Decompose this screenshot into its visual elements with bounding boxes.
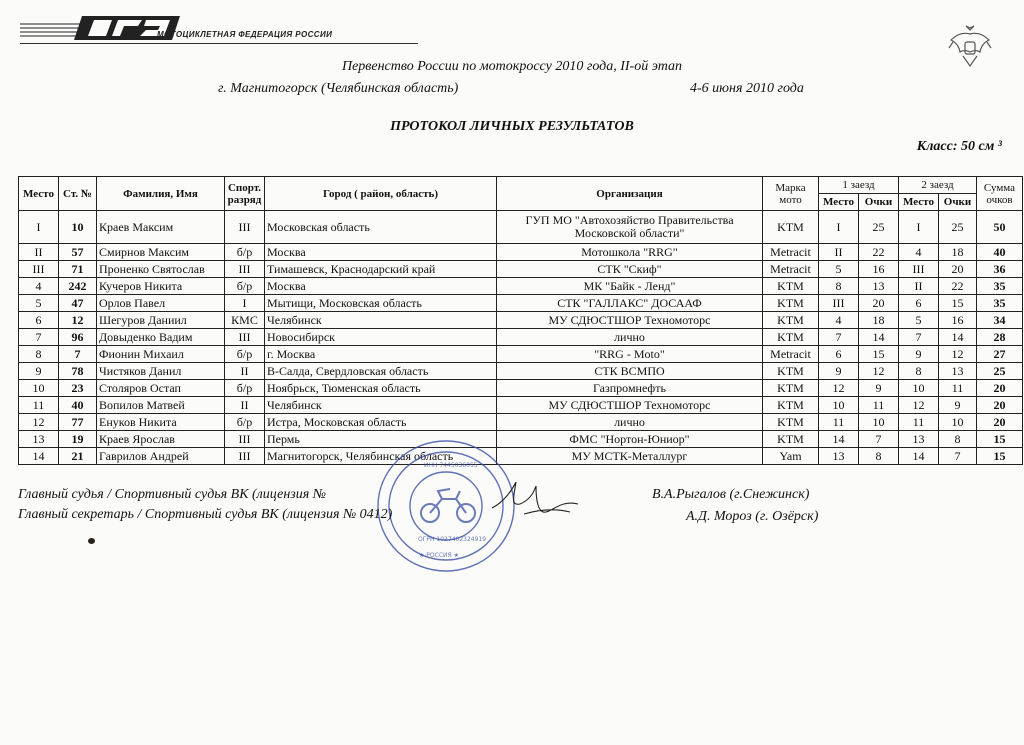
header-start-no: Ст. №	[59, 177, 97, 211]
cell-name: Смирнов Максим	[97, 244, 225, 261]
cell-place: III	[19, 261, 59, 278]
cell-rank: II	[225, 397, 265, 414]
cell-h2-place: 14	[899, 448, 939, 465]
svg-text:★ РОССИЯ ★: ★ РОССИЯ ★	[419, 552, 459, 559]
cell-h1-points: 15	[859, 346, 899, 363]
table-row	[19, 329, 1023, 346]
cell-h2-place: 4	[899, 244, 939, 261]
cell-h2-points: 8	[939, 431, 977, 448]
cell-h1-points: 12	[859, 363, 899, 380]
chief-judge-role: Главный судья / Спортивный судья ВК (лицензия №	[18, 487, 326, 502]
cell-h1-points: 13	[859, 278, 899, 295]
logo-text: МОТОЦИКЛЕТНАЯ ФЕДЕРАЦИЯ РОССИИ	[157, 30, 333, 39]
cell-org: Газпромнефть	[497, 380, 763, 397]
cell-rank: б/р	[225, 380, 265, 397]
cell-start-no: 77	[59, 414, 97, 431]
cell-city: Новосибирск	[265, 329, 497, 346]
cell-name: Енуков Никита	[97, 414, 225, 431]
cell-place: 6	[19, 312, 59, 329]
cell-h1-points: 25	[859, 211, 899, 244]
cell-h2-points: 25	[939, 211, 977, 244]
cell-city: Челябинск	[265, 312, 497, 329]
cell-place: 4	[19, 278, 59, 295]
cell-place: 12	[19, 414, 59, 431]
cell-h1-points: 9	[859, 380, 899, 397]
cell-h1-points: 8	[859, 448, 899, 465]
cell-org: Мотошкола "RRG"	[497, 244, 763, 261]
table-row	[19, 380, 1023, 397]
cell-place: 11	[19, 397, 59, 414]
cell-org: МУ МСТК-Металлург	[497, 448, 763, 465]
cell-org: СТК ВСМПО	[497, 363, 763, 380]
cell-moto: Metracit	[763, 244, 819, 261]
cell-city: Челябинск	[265, 397, 497, 414]
cell-place: 14	[19, 448, 59, 465]
header-org: Организация	[497, 177, 763, 211]
cell-h2-place: III	[899, 261, 939, 278]
cell-start-no: 23	[59, 380, 97, 397]
cell-total: 20	[977, 380, 1023, 397]
cell-start-no: 47	[59, 295, 97, 312]
table-row	[19, 312, 1023, 329]
cell-start-no: 12	[59, 312, 97, 329]
cell-h2-place: II	[899, 278, 939, 295]
cell-moto: Metracit	[763, 261, 819, 278]
cell-place: 10	[19, 380, 59, 397]
header-heat2: 2 заезд	[899, 177, 977, 194]
svg-text:ОГРН 1027402324919: ОГРН 1027402324919	[418, 536, 487, 543]
cell-total: 34	[977, 312, 1023, 329]
cell-moto: KTM	[763, 431, 819, 448]
cell-h1-place: 9	[819, 363, 859, 380]
cell-name: Чистяков Данил	[97, 363, 225, 380]
cell-org: ГУП МО "Автохозяйство Правительства Московской области"	[497, 211, 763, 244]
cell-moto: KTM	[763, 211, 819, 244]
cell-org: МУ СДЮСТШОР Техномоторс	[497, 397, 763, 414]
cell-start-no: 7	[59, 346, 97, 363]
cell-total: 36	[977, 261, 1023, 278]
cell-rank: б/р	[225, 278, 265, 295]
cell-h2-points: 9	[939, 397, 977, 414]
cell-h2-points: 22	[939, 278, 977, 295]
cell-org: лично	[497, 329, 763, 346]
cell-org: СТК "ГАЛЛАКС" ДОСААФ	[497, 295, 763, 312]
cell-moto: KTM	[763, 397, 819, 414]
header-h1-place: Место	[819, 194, 859, 211]
cell-org: "RRG - Moto"	[497, 346, 763, 363]
cell-name: Столяров Остап	[97, 380, 225, 397]
cell-h1-place: 14	[819, 431, 859, 448]
cell-city: Москва	[265, 244, 497, 261]
cell-org: СТК "Скиф"	[497, 261, 763, 278]
header-h2-place: Место	[899, 194, 939, 211]
header-heat1: 1 заезд	[819, 177, 899, 194]
cell-h2-place: 10	[899, 380, 939, 397]
cell-h2-place: 8	[899, 363, 939, 380]
cell-rank: III	[225, 431, 265, 448]
cell-rank: II	[225, 363, 265, 380]
event-dates: 4-6 июня 2010 года	[690, 81, 804, 96]
chief-secretary-name: А.Д. Мороз (г. Озёрск)	[686, 509, 819, 524]
cell-name: Довыденко Вадим	[97, 329, 225, 346]
cell-place: II	[19, 244, 59, 261]
cell-h2-place: 9	[899, 346, 939, 363]
cell-h1-points: 7	[859, 431, 899, 448]
cell-h1-place: 13	[819, 448, 859, 465]
header-total: Сумма очков	[977, 177, 1023, 211]
cell-start-no: 242	[59, 278, 97, 295]
cell-moto: KTM	[763, 329, 819, 346]
cell-h2-place: I	[899, 211, 939, 244]
cell-place: 9	[19, 363, 59, 380]
cell-total: 15	[977, 448, 1023, 465]
table-row	[19, 346, 1023, 363]
cell-h1-place: 6	[819, 346, 859, 363]
cell-rank: I	[225, 295, 265, 312]
cell-h1-place: 7	[819, 329, 859, 346]
table-row	[19, 363, 1023, 380]
table-row	[19, 211, 1023, 244]
cell-start-no: 57	[59, 244, 97, 261]
cell-moto: Yam	[763, 448, 819, 465]
header-city: Город ( район, область)	[265, 177, 497, 211]
cell-place: I	[19, 211, 59, 244]
chief-secretary-role: Главный секретарь / Спортивный судья ВК (лицензия № 0412)	[18, 507, 393, 522]
header-row	[19, 177, 1023, 194]
event-title: Первенство России по мотокроссу 2010 года, II-ой этап	[341, 59, 682, 74]
cell-total: 27	[977, 346, 1023, 363]
cell-start-no: 10	[59, 211, 97, 244]
header-h2-points: Очки	[939, 194, 977, 211]
cell-moto: Metracit	[763, 346, 819, 363]
cell-org: ФМС "Нортон-Юниор"	[497, 431, 763, 448]
cell-city: В-Салда, Свердловская область	[265, 363, 497, 380]
cell-start-no: 71	[59, 261, 97, 278]
cell-moto: KTM	[763, 278, 819, 295]
table-row	[19, 261, 1023, 278]
cell-h1-points: 20	[859, 295, 899, 312]
header-moto: Марка мото	[763, 177, 819, 211]
cell-total: 50	[977, 211, 1023, 244]
cell-city: г. Москва	[265, 346, 497, 363]
logo-underline	[20, 43, 418, 44]
cell-h2-place: 7	[899, 329, 939, 346]
cell-place: 5	[19, 295, 59, 312]
cell-total: 20	[977, 397, 1023, 414]
cell-h1-points: 22	[859, 244, 899, 261]
cell-name: Фионин Михаил	[97, 346, 225, 363]
cell-start-no: 78	[59, 363, 97, 380]
cell-city: Истра, Московская область	[265, 414, 497, 431]
header-h1-points: Очки	[859, 194, 899, 211]
svg-text:ИНН 7445036055: ИНН 7445036055	[424, 462, 478, 469]
cell-moto: KTM	[763, 312, 819, 329]
cell-h1-place: 8	[819, 278, 859, 295]
cell-h1-place: 12	[819, 380, 859, 397]
cell-total: 15	[977, 431, 1023, 448]
ink-spot	[88, 538, 95, 544]
cell-start-no: 96	[59, 329, 97, 346]
cell-total: 35	[977, 295, 1023, 312]
cell-name: Кучеров Никита	[97, 278, 225, 295]
cell-h1-place: 10	[819, 397, 859, 414]
cell-h2-points: 12	[939, 346, 977, 363]
cell-h2-place: 5	[899, 312, 939, 329]
signature	[490, 478, 580, 528]
table-row	[19, 244, 1023, 261]
cell-name: Гаврилов Андрей	[97, 448, 225, 465]
cell-rank: б/р	[225, 346, 265, 363]
cell-h1-place: III	[819, 295, 859, 312]
cell-rank: КМС	[225, 312, 265, 329]
cell-total: 35	[977, 278, 1023, 295]
cell-city: Магнитогорск, Челябинская область	[265, 448, 497, 465]
cell-rank: III	[225, 211, 265, 244]
cell-h2-place: 13	[899, 431, 939, 448]
cell-rank: б/р	[225, 414, 265, 431]
cell-moto: KTM	[763, 414, 819, 431]
cell-city: Москва	[265, 278, 497, 295]
results-table	[18, 176, 1023, 465]
cell-name: Шегуров Даниил	[97, 312, 225, 329]
cell-city: Ноябрьск, Тюменская область	[265, 380, 497, 397]
table-row	[19, 295, 1023, 312]
table-row	[19, 278, 1023, 295]
cell-moto: KTM	[763, 363, 819, 380]
cell-h2-points: 13	[939, 363, 977, 380]
cell-h1-points: 11	[859, 397, 899, 414]
chief-judge-name: В.А.Рыгалов (г.Снежинск)	[652, 487, 810, 502]
cell-city: Тимашевск, Краснодарский край	[265, 261, 497, 278]
cell-city: Пермь	[265, 431, 497, 448]
cell-h1-place: 5	[819, 261, 859, 278]
table-row	[19, 414, 1023, 431]
cell-start-no: 40	[59, 397, 97, 414]
cell-place: 8	[19, 346, 59, 363]
cell-h1-place: 4	[819, 312, 859, 329]
cell-start-no: 19	[59, 431, 97, 448]
protocol-heading: ПРОТОКОЛ ЛИЧНЫХ РЕЗУЛЬТАТОВ	[390, 119, 634, 134]
cell-h1-points: 16	[859, 261, 899, 278]
cell-h1-points: 14	[859, 329, 899, 346]
cell-city: Московская область	[265, 211, 497, 244]
cell-h2-points: 7	[939, 448, 977, 465]
cell-h1-place: I	[819, 211, 859, 244]
class-label: Класс: 50 см ³	[916, 139, 1002, 154]
cell-rank: III	[225, 261, 265, 278]
cell-rank: III	[225, 448, 265, 465]
header-rank: Спорт. разряд	[225, 177, 265, 211]
cell-org: МУ СДЮСТШОР Техномоторс	[497, 312, 763, 329]
table-row	[19, 448, 1023, 465]
cell-moto: KTM	[763, 295, 819, 312]
cell-name: Краев Ярослав	[97, 431, 225, 448]
cell-h2-points: 20	[939, 261, 977, 278]
cell-h2-place: 12	[899, 397, 939, 414]
header-place: Место	[19, 177, 59, 211]
cell-h1-points: 10	[859, 414, 899, 431]
cell-total: 25	[977, 363, 1023, 380]
cell-place: 7	[19, 329, 59, 346]
cell-place: 13	[19, 431, 59, 448]
cell-total: 28	[977, 329, 1023, 346]
cell-name: Проненко Святослав	[97, 261, 225, 278]
cell-h2-place: 6	[899, 295, 939, 312]
cell-h2-points: 15	[939, 295, 977, 312]
cell-h1-points: 18	[859, 312, 899, 329]
cell-org: лично	[497, 414, 763, 431]
cell-h2-points: 14	[939, 329, 977, 346]
cell-total: 40	[977, 244, 1023, 261]
cell-h2-points: 11	[939, 380, 977, 397]
event-city: г. Магнитогорск (Челябинская область)	[218, 81, 459, 96]
cell-h2-points: 10	[939, 414, 977, 431]
cell-rank: III	[225, 329, 265, 346]
cell-moto: KTM	[763, 380, 819, 397]
cell-h2-points: 18	[939, 244, 977, 261]
cell-h2-place: 11	[899, 414, 939, 431]
cell-h2-points: 16	[939, 312, 977, 329]
cell-name: Вопилов Матвей	[97, 397, 225, 414]
cell-total: 20	[977, 414, 1023, 431]
cell-org: МК "Байк - Ленд"	[497, 278, 763, 295]
cell-start-no: 21	[59, 448, 97, 465]
cell-h1-place: 11	[819, 414, 859, 431]
header-name: Фамилия, Имя	[97, 177, 225, 211]
cell-city: Мытищи, Московская область	[265, 295, 497, 312]
table-row	[19, 397, 1023, 414]
cell-rank: б/р	[225, 244, 265, 261]
table-row	[19, 431, 1023, 448]
cell-name: Краев Максим	[97, 211, 225, 244]
cell-name: Орлов Павел	[97, 295, 225, 312]
cell-h1-place: II	[819, 244, 859, 261]
